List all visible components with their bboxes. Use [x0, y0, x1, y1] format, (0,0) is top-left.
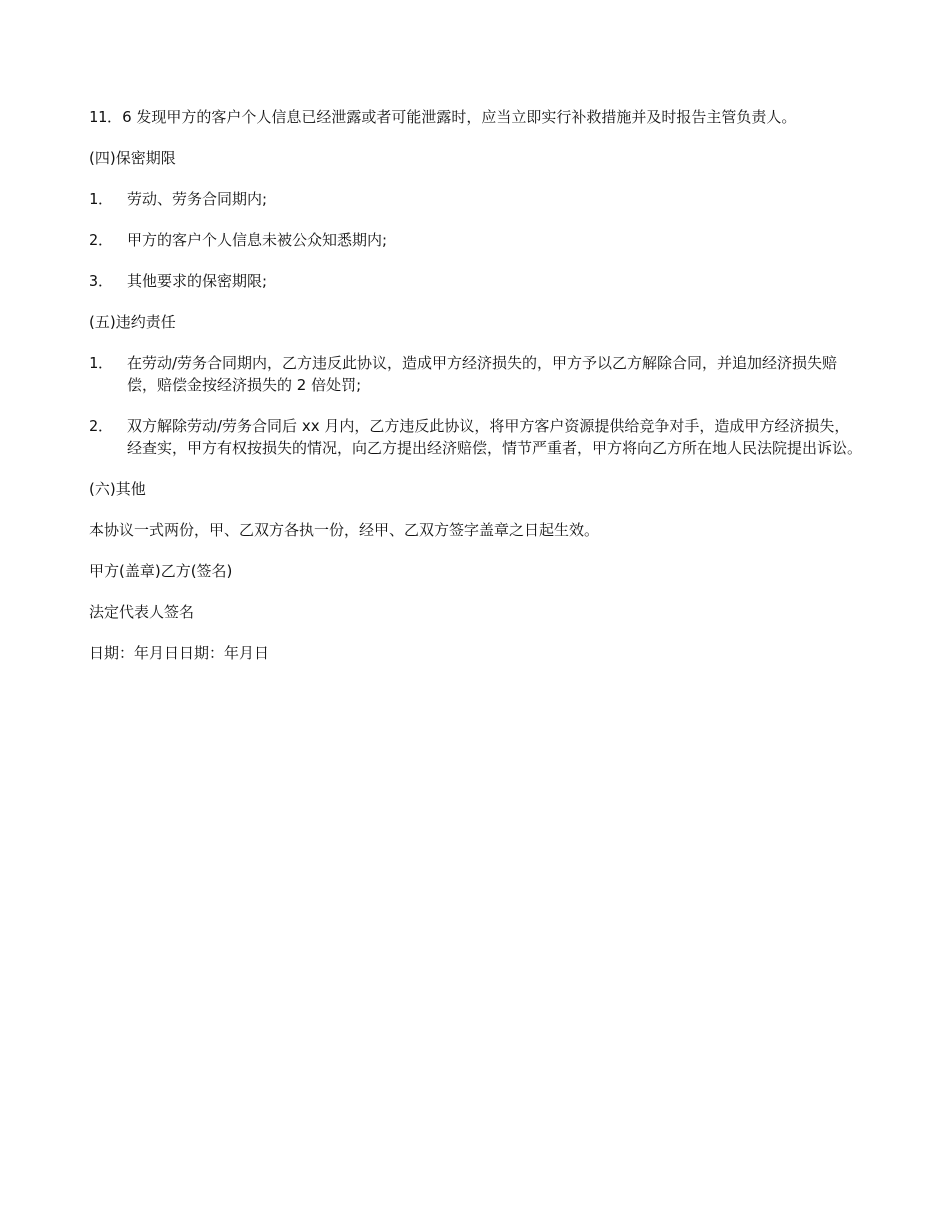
section-heading-other: (六)其他 — [89, 480, 146, 498]
list-item — [89, 188, 864, 210]
document-body — [89, 106, 864, 683]
list-item-text: 甲方的客户个人信息未被公众知悉期内; — [127, 231, 388, 249]
legal-representative-line: 法定代表人签名 — [89, 603, 195, 621]
list-item-text: 其他要求的保密期限; — [127, 272, 268, 290]
list-item — [89, 229, 864, 251]
list-item — [89, 352, 864, 396]
section-heading-confidentiality-period: (四)保密期限 — [89, 149, 176, 167]
list-item-text: 劳动、劳务合同期内; — [127, 190, 268, 208]
list-item-number: 1． — [89, 354, 114, 372]
list-item — [89, 270, 864, 292]
list-item-text: 双方解除劳动/劳务合同后 xx 月内，乙方违反此协议，将甲方客户资源提供给竞争对手，造成甲方经济损失，经查实，甲方有权按损失的情况，向乙方提出经济赔偿，情节严重者，甲方将向乙方所在地人民法院提出诉讼。 — [127, 417, 863, 457]
section-heading-liability: (五)违约责任 — [89, 313, 176, 331]
paragraph-text: 6 发现甲方的客户个人信息已经泄露或者可能泄露时，应当立即实行补救措施并及时报告主管负责人。 — [122, 108, 797, 126]
list-item — [89, 415, 864, 459]
list-item-number: 1． — [89, 190, 114, 208]
list-item-number: 2． — [89, 417, 114, 435]
paragraph-effectiveness: 本协议一式两份，甲、乙双方各执一份，经甲、乙双方签字盖章之日起生效。 — [89, 521, 600, 539]
list-item-number: 2． — [89, 231, 114, 249]
signature-parties-line: 甲方(盖章)乙方(签名) — [89, 562, 233, 580]
paragraph-number: 11． — [89, 108, 123, 126]
paragraph-11-6 — [89, 106, 864, 128]
list-item-text: 在劳动/劳务合同期内，乙方违反此协议，造成甲方经济损失的，甲方予以乙方解除合同，并追加经济损失赔偿，赔偿金按经济损失的 2 倍处罚; — [127, 354, 838, 394]
date-line: 日期：年月日日期：年月日 — [89, 644, 270, 662]
list-item-number: 3． — [89, 272, 114, 290]
